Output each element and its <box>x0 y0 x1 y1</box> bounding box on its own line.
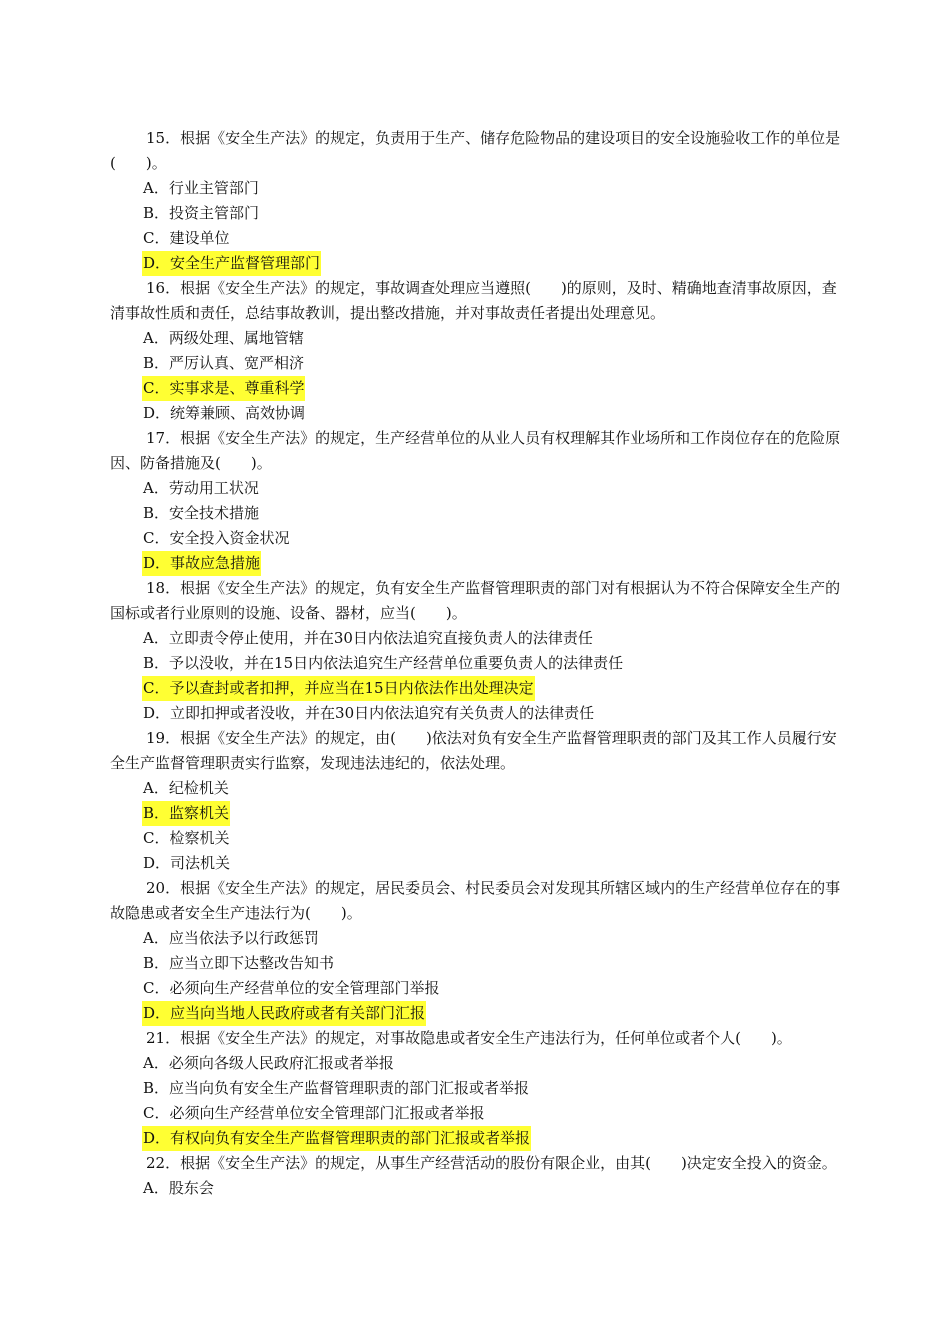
answer-option <box>110 976 845 1001</box>
answer-option-text: A．纪检机关 <box>143 779 229 797</box>
question-stem: 20．根据《安全生产法》的规定，居民委员会、村民委员会对发现其所辖区域内的生产经营单位存在的事故隐患或者安全生产违法行为( )。 <box>110 879 841 922</box>
question-stem: 21．根据《安全生产法》的规定，对事故隐患或者安全生产违法行为，任何单位或者个人( )。 <box>146 1029 792 1047</box>
answer-option-text: B．应当立即下达整改告知书 <box>143 954 335 972</box>
answer-option-text: D．安全生产监督管理部门 <box>142 251 321 276</box>
answer-option-correct <box>110 376 845 401</box>
answer-option-text: A．立即责令停止使用，并在30日内依法追究直接负责人的法律责任 <box>143 629 593 647</box>
question-block <box>110 276 845 426</box>
question-stem: 15．根据《安全生产法》的规定，负责用于生产、储存危险物品的建设项目的安全设施验收工作的单位是( )。 <box>110 129 841 172</box>
answer-option-text: D．统筹兼顾、高效协调 <box>143 404 306 422</box>
answer-option <box>110 701 845 726</box>
answer-option-text: C．必须向生产经营单位的安全管理部门举报 <box>143 979 440 997</box>
answer-option <box>110 526 845 551</box>
answer-option <box>110 951 845 976</box>
answer-option <box>110 501 845 526</box>
answer-option <box>110 476 845 501</box>
answer-option-text: C．安全投入资金状况 <box>143 529 290 547</box>
answer-option-correct <box>110 251 845 276</box>
answer-option-text: C．建设单位 <box>143 229 230 247</box>
answer-option-text: A．行业主管部门 <box>143 179 259 197</box>
answer-option-text: D．事故应急措施 <box>142 551 261 576</box>
answer-option-text: C．必须向生产经营单位安全管理部门汇报或者举报 <box>143 1104 485 1122</box>
answer-option <box>110 176 845 201</box>
question-stem: 16．根据《安全生产法》的规定，事故调查处理应当遵照( )的原则，及时、精确地查清事故原因，查清事故性质和责任，总结事故教训，提出整改措施，并对事故责任者提出处理意见。 <box>110 279 837 322</box>
answer-option <box>110 1076 845 1101</box>
question-stem: 22．根据《安全生产法》的规定，从事生产经营活动的股份有限企业，由其( )决定安全投入的资金。 <box>146 1154 837 1172</box>
answer-option-text: A．两级处理、属地管辖 <box>143 329 304 347</box>
question-block <box>110 426 845 576</box>
question-block <box>110 1026 845 1151</box>
answer-option-text: D．应当向当地人民政府或者有关部门汇报 <box>142 1001 426 1026</box>
answer-option-text: C．检察机关 <box>143 829 230 847</box>
answer-option-text: B．严厉认真、宽严相济 <box>143 354 305 372</box>
answer-option <box>110 926 845 951</box>
answer-option-text: A．必须向各级人民政府汇报或者举报 <box>143 1054 394 1072</box>
question-block <box>110 726 845 876</box>
answer-option-text: B．监察机关 <box>142 801 230 826</box>
question-list <box>110 126 845 1201</box>
answer-option <box>110 401 845 426</box>
answer-option-correct <box>110 676 845 701</box>
answer-option-correct <box>110 801 845 826</box>
answer-option-text: A．股东会 <box>143 1179 214 1197</box>
answer-option <box>110 1051 845 1076</box>
answer-option <box>110 851 845 876</box>
question-block <box>110 1151 845 1201</box>
answer-option-text: C．予以查封或者扣押，并应当在15日内依法作出处理决定 <box>142 676 535 701</box>
answer-option-text: A．劳动用工状况 <box>143 479 259 497</box>
answer-option <box>110 326 845 351</box>
answer-option <box>110 351 845 376</box>
answer-option-text: B．予以没收，并在15日内依法追究生产经营单位重要负责人的法律责任 <box>143 654 624 672</box>
answer-option-text: D．司法机关 <box>143 854 231 872</box>
answer-option <box>110 651 845 676</box>
answer-option <box>110 201 845 226</box>
answer-option-text: C．实事求是、尊重科学 <box>142 376 305 401</box>
answer-option-text: D．有权向负有安全生产监督管理职责的部门汇报或者举报 <box>142 1126 531 1151</box>
question-stem: 19．根据《安全生产法》的规定，由( )依法对负有安全生产监督管理职责的部门及其工作人员履行安全生产监督管理职责实行监察，发现违法违纪的，依法处理。 <box>110 729 837 772</box>
answer-option-text: D．立即扣押或者没收，并在30日内依法追究有关负责人的法律责任 <box>143 704 595 722</box>
question-stem: 17．根据《安全生产法》的规定，生产经营单位的从业人员有权理解其作业场所和工作岗位存在的危险原因、防备措施及( )。 <box>110 429 841 472</box>
question-block <box>110 576 845 726</box>
question-stem: 18．根据《安全生产法》的规定，负有安全生产监督管理职责的部门对有根据认为不符合保障安全生产的国标或者行业原则的设施、设备、器材，应当( )。 <box>110 579 841 622</box>
question-block <box>110 126 845 276</box>
answer-option-text: A．应当依法予以行政惩罚 <box>143 929 319 947</box>
answer-option <box>110 226 845 251</box>
answer-option-correct <box>110 551 845 576</box>
answer-option <box>110 1176 845 1201</box>
answer-option-text: B．投资主管部门 <box>143 204 260 222</box>
answer-option-text: B．应当向负有安全生产监督管理职责的部门汇报或者举报 <box>143 1079 530 1097</box>
answer-option-text: B．安全技术措施 <box>143 504 260 522</box>
answer-option <box>110 626 845 651</box>
answer-option <box>110 776 845 801</box>
answer-option-correct <box>110 1126 845 1151</box>
question-block <box>110 876 845 1026</box>
answer-option <box>110 826 845 851</box>
answer-option-correct <box>110 1001 845 1026</box>
answer-option <box>110 1101 845 1126</box>
